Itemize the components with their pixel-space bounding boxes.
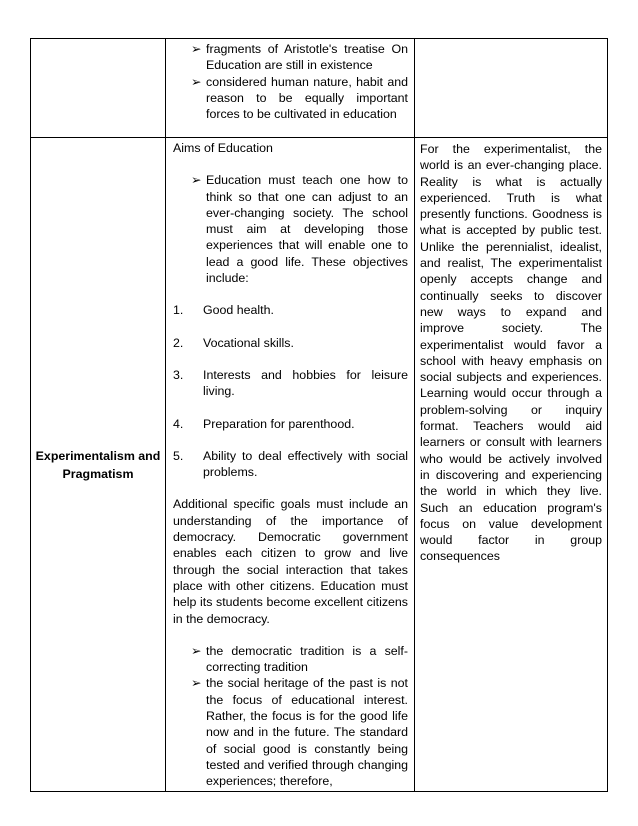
objective-item: 5. Ability to deal effectively with social problems. [173,448,408,480]
content-cell [166,39,415,138]
objective-item: 3. Interests and hobbies for leisure living. [173,367,408,399]
list-item: ➢ the democratic tradition is a self-correcting tradition [191,643,408,675]
arrow-bullet-icon: ➢ [191,42,202,56]
table-row [31,138,608,792]
arrow-bullet-icon: ➢ [191,643,202,658]
experimentalist-description: For the experimentalist, the world is an ever-changing place. Reality is what is actually experienced. Truth is what presently functions. Goodness is what is accepted by public test. Unlike the perennialist, idealist, and realist, The experimentalist openly accepts change and continually seeks to discover new ways to expand and improve society. The experimentalist would favor a school with heavy emphasis on social subjects and experiences. Learning would occur through a problem-solving or inquiry format. Teachers would aid learners or consult with learners who would be actively involved in discovering and experiencing the world in which they live. Such an education program's focus on value development would factor in group consequences [420,142,602,564]
bullet-list [173,41,408,122]
list-item: ➢ the social heritage of the past is not the focus of educational interest. Rather, the focus is for the good life now and in the future. The standard of social good is constantly being tested and verified through changing experiences; therefore, [191,676,408,789]
list-item: ➢ Education must teach one how to think so that one can adjust to an ever-changing society. The school must aim at developing those experiences that will enable one to lead a good life. These objectives include: [191,173,408,286]
arrow-bullet-icon: ➢ [191,173,202,188]
objective-item: 4. Preparation for parenthood. [173,416,355,431]
arrow-bullet-icon: ➢ [191,676,202,691]
list-item: ➢ fragments of Aristotle's treatise On Education are still in existence [191,42,408,73]
aims-heading: Aims of Education [173,141,273,155]
philosophy-label: Experimentalism and Pragmatism [31,138,166,792]
objective-item: 1. Good health. [173,303,274,318]
list-item: ➢ considered human nature, habit and reason to be equally important forces to be cultivated in education [191,74,408,122]
description-cell-empty [415,39,608,138]
philosophy-table [30,38,608,792]
bullet-list [173,172,408,286]
table-row [31,39,608,138]
bullet-list [173,643,408,790]
additional-goals-paragraph: Additional specific goals must include an understanding of the importance of democracy. Democratic government enables each citizen to grow and live through the social interaction that takes place with other citizens. Education must help its students become excellent citizens in the democracy. [173,497,408,626]
arrow-bullet-icon: ➢ [191,74,202,89]
objective-item: 2. Vocational skills. [173,335,294,350]
content-cell [166,138,415,792]
label-cell-empty [31,39,166,138]
description-cell [415,138,608,792]
